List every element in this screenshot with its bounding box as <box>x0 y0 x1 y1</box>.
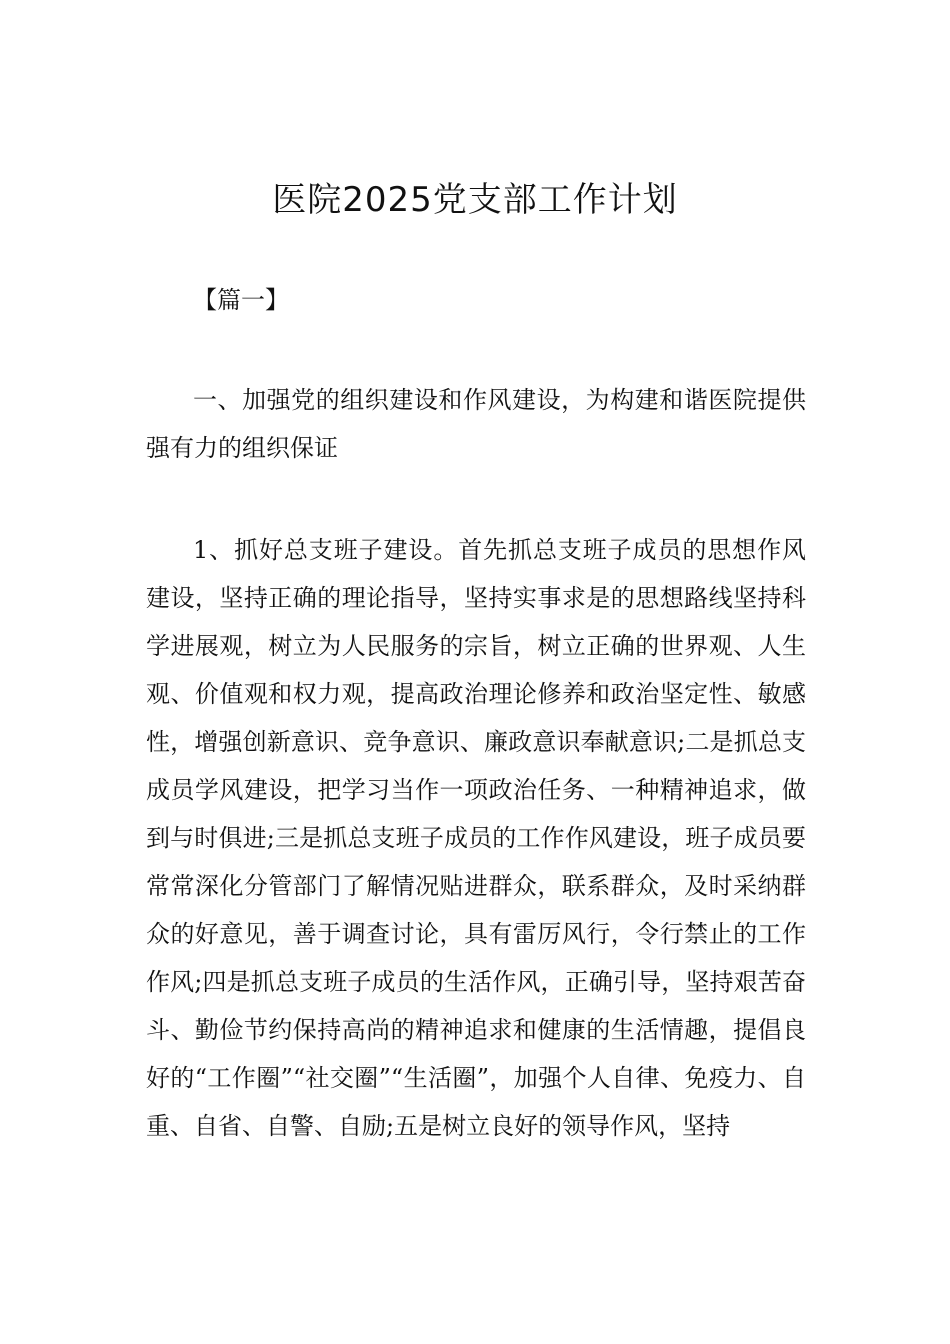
section-label: 【篇一】 <box>193 286 289 314</box>
heading-paragraph: 一、加强党的组织建设和作风建设，为构建和谐医院提供强有力的组织保证 <box>146 386 806 462</box>
body-paragraph: 1、抓好总支班子建设。首先抓总支班子成员的思想作风建设，坚持正确的理论指导，坚持实事求是的思想路线坚持科学进展观，树立为人民服务的宗旨，树立正确的世界观、人生观、价值观和权力观，提高政治理论修养和政治坚定性、敏感性，增强创新意识、竞争意识、廉政意识奉献意识;二是抓总支成员学风建设，把学习当作一项政治任务、一种精神追求，做到与时俱进;三是抓总支班子成员的工作作风建设，班子成员要常常深化分管部门了解情况贴进群众，联系群众，及时采纳群众的好意见，善于调查讨论，具有雷厉风行，令行禁止的工作作风;四是抓总支班子成员的生活作风，正确引导，坚持艰苦奋斗、勤俭节约保持高尚的精神追求和健康的生活情趣，提倡良好的“工作圈”“社交圈”“生活圈”，加强个人自律、免疫力、自重、自省、自警、自励;五是树立良好的领导作风，坚持 <box>146 536 806 1140</box>
document-title: 医院2025党支部工作计划 <box>272 180 678 220</box>
